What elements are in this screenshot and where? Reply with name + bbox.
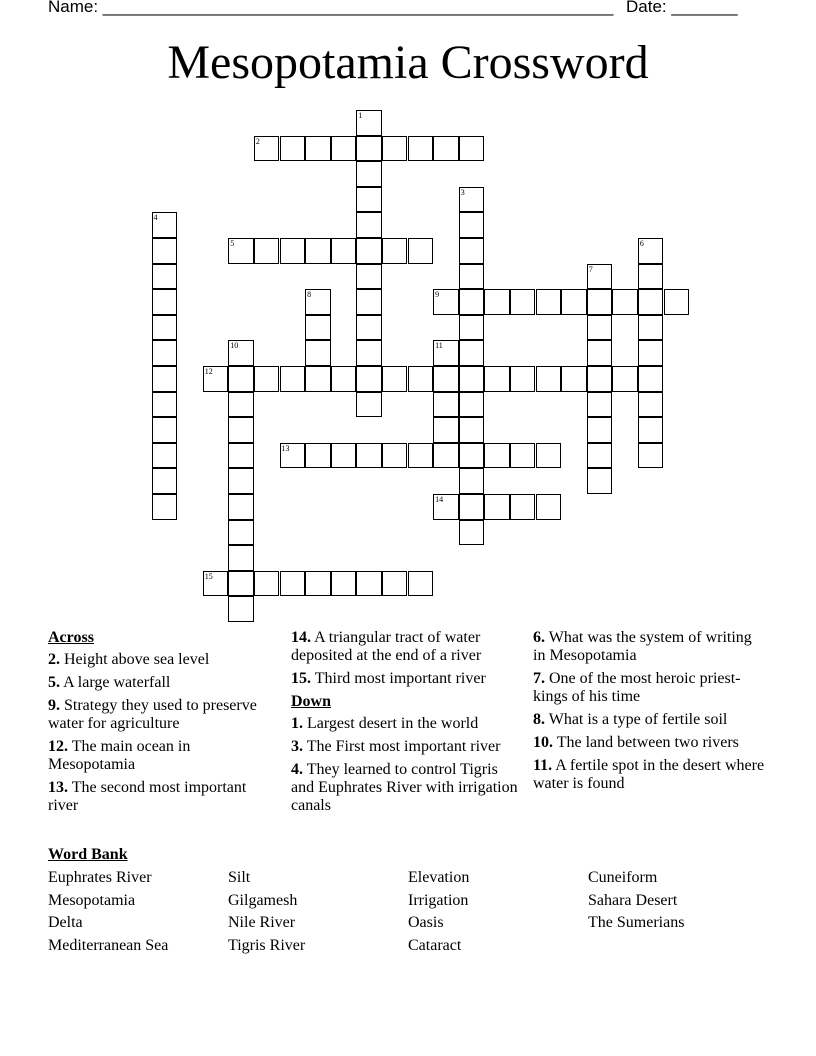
- grid-cell[interactable]: [331, 238, 357, 264]
- clues-column-3: [533, 629, 765, 798]
- grid-cell[interactable]: [152, 315, 178, 341]
- grid-cell[interactable]: [664, 289, 690, 315]
- down-title: Down: [291, 693, 332, 710]
- grid-cell[interactable]: [382, 571, 408, 597]
- clue-text: A large waterfall: [63, 674, 171, 691]
- date-field[interactable]: Date: _______: [626, 0, 738, 16]
- grid-cell[interactable]: [459, 289, 485, 315]
- clues-column-1: [48, 629, 276, 820]
- grid-cell[interactable]: [356, 289, 382, 315]
- grid-cell[interactable]: [433, 136, 459, 162]
- clue-text: What is a type of fertile soil: [548, 711, 728, 728]
- clue-number: 15.: [291, 670, 311, 687]
- grid-cell[interactable]: [561, 289, 587, 315]
- grid-cell[interactable]: [356, 187, 382, 213]
- clue-number: 4.: [291, 761, 303, 778]
- clue-number: 12.: [48, 738, 68, 755]
- grid-cell[interactable]: [536, 366, 562, 392]
- clue-down-10: [533, 734, 765, 752]
- grid-cell[interactable]: [305, 366, 331, 392]
- clue-down-11: [533, 757, 765, 793]
- grid-cell[interactable]: [331, 366, 357, 392]
- grid-cell[interactable]: [459, 238, 485, 264]
- grid-cell[interactable]: [612, 366, 638, 392]
- grid-cell[interactable]: [638, 443, 664, 469]
- grid-cell[interactable]: [254, 366, 280, 392]
- clues-column-2: [291, 629, 523, 820]
- grid-cell[interactable]: [587, 289, 613, 315]
- word-bank-item: The Sumerians: [588, 914, 685, 932]
- clue-text: Height above sea level: [64, 651, 210, 668]
- grid-cell[interactable]: [356, 212, 382, 238]
- word-bank-item: Silt: [228, 869, 251, 886]
- grid-cell[interactable]: [152, 443, 178, 469]
- grid-cell[interactable]: [536, 494, 562, 520]
- grid-cell[interactable]: [152, 289, 178, 315]
- grid-cell[interactable]: [638, 289, 664, 315]
- grid-cell[interactable]: [536, 289, 562, 315]
- clue-across-14: [291, 629, 523, 665]
- grid-cell[interactable]: [152, 468, 178, 494]
- grid-cell[interactable]: [408, 571, 434, 597]
- grid-cell[interactable]: [587, 417, 613, 443]
- clue-number-label: 6: [639, 239, 644, 248]
- grid-cell[interactable]: [433, 417, 459, 443]
- clue-number: 2.: [48, 651, 60, 668]
- clue-number-label: 14: [435, 495, 444, 504]
- word-bank-item: Delta: [48, 914, 83, 932]
- grid-cell[interactable]: [382, 136, 408, 162]
- grid-cell[interactable]: [433, 494, 459, 520]
- word-bank-item: Sahara Desert: [588, 891, 678, 909]
- grid-cell[interactable]: [280, 136, 306, 162]
- grid-cell[interactable]: [459, 315, 485, 341]
- grid-cell[interactable]: [587, 315, 613, 341]
- clue-text: A triangular tract of water deposited at the end of a river: [291, 629, 482, 664]
- grid-cell[interactable]: [228, 571, 254, 597]
- grid-cell[interactable]: [459, 520, 485, 546]
- grid-cell[interactable]: [459, 392, 485, 418]
- clue-text: They learned to control Tigris and Euphrates River with irrigation canals: [291, 761, 518, 814]
- grid-cell[interactable]: [433, 340, 459, 366]
- grid-cell[interactable]: [408, 443, 434, 469]
- grid-cell[interactable]: [612, 289, 638, 315]
- word-bank-title: Word Bank: [48, 846, 128, 863]
- clue-number-label: 3: [460, 187, 465, 197]
- clue-text: The land between two rivers: [556, 734, 739, 751]
- clue-text: The First most important river: [306, 738, 501, 755]
- grid-cell[interactable]: [305, 443, 331, 469]
- grid-cell[interactable]: [228, 443, 254, 469]
- grid-cell[interactable]: [408, 136, 434, 162]
- grid-cell[interactable]: [587, 443, 613, 469]
- grid-cell[interactable]: [228, 417, 254, 443]
- grid-cell[interactable]: [433, 366, 459, 392]
- word-bank-item: Cataract: [408, 937, 462, 955]
- grid-cell[interactable]: [587, 264, 613, 290]
- clue-down-7: [533, 670, 765, 706]
- grid-cell[interactable]: [228, 340, 254, 366]
- page-title: Mesopotamia Crossword: [167, 36, 649, 89]
- clue-text: A fertile spot in the desert where water is found: [533, 757, 765, 792]
- grid-cell[interactable]: [280, 443, 306, 469]
- grid-cell[interactable]: [536, 443, 562, 469]
- grid-cell[interactable]: [254, 238, 280, 264]
- clue-down-4: [291, 761, 523, 815]
- grid-cell[interactable]: [152, 340, 178, 366]
- grid-cell[interactable]: [228, 596, 254, 622]
- grid-cell[interactable]: [152, 264, 178, 290]
- grid-cell[interactable]: [638, 238, 664, 264]
- clue-across-12: [48, 738, 276, 774]
- grid-cell[interactable]: [408, 238, 434, 264]
- clue-down-3: [291, 738, 523, 756]
- grid-cell[interactable]: [356, 340, 382, 366]
- clue-text: Strategy they used to preserve water for agriculture: [48, 697, 257, 732]
- grid-cell[interactable]: [356, 392, 382, 418]
- clue-number-label: 7: [588, 264, 593, 274]
- grid-cell[interactable]: [152, 417, 178, 443]
- grid-cell[interactable]: [331, 136, 357, 162]
- grid-cell[interactable]: [228, 545, 254, 571]
- grid-cell[interactable]: [331, 571, 357, 597]
- grid-cell[interactable]: [305, 136, 331, 162]
- grid-cell[interactable]: [459, 366, 485, 392]
- grid-cell[interactable]: [152, 392, 178, 418]
- grid-cell[interactable]: [228, 520, 254, 546]
- word-bank-item: Oasis: [408, 914, 444, 932]
- across-title: Across: [48, 629, 94, 646]
- clue-number-label: 5: [230, 239, 235, 248]
- clue-number: 8.: [533, 711, 545, 728]
- clue-number-label: 10: [230, 341, 239, 351]
- word-bank-item: Tigris River: [228, 937, 306, 955]
- word-bank-item: Mesopotamia: [48, 891, 136, 909]
- grid-cell[interactable]: [228, 238, 254, 264]
- grid-cell[interactable]: [280, 366, 306, 392]
- word-bank-item: Cuneiform: [588, 869, 658, 886]
- clue-across-13: [48, 779, 276, 815]
- clue-number-label: 15: [204, 571, 213, 581]
- word-bank-item: Nile River: [228, 914, 296, 932]
- clue-text: The second most important river: [48, 779, 247, 814]
- clue-across-5: [48, 674, 276, 692]
- grid-cell[interactable]: [433, 443, 459, 469]
- grid-cell[interactable]: [152, 212, 178, 238]
- grid-cell[interactable]: [459, 417, 485, 443]
- clue-number: 13.: [48, 779, 68, 796]
- grid-cell[interactable]: [459, 187, 485, 213]
- clue-number: 6.: [533, 629, 545, 646]
- clue-number-label: 9: [435, 290, 440, 300]
- grid-cell[interactable]: [356, 136, 382, 162]
- grid-cell[interactable]: [356, 161, 382, 187]
- clue-text: One of the most heroic priest-kings of his time: [533, 670, 741, 705]
- word-bank-item: Mediterranean Sea: [48, 937, 169, 955]
- grid-cell[interactable]: [305, 340, 331, 366]
- grid-cell[interactable]: [459, 136, 485, 162]
- clue-number: 14.: [291, 629, 311, 646]
- header: [48, 0, 748, 19]
- grid-cell[interactable]: [484, 443, 510, 469]
- grid-cell[interactable]: [228, 392, 254, 418]
- grid-cell[interactable]: [356, 110, 382, 136]
- word-bank-item: Irrigation: [408, 891, 469, 909]
- clue-number: 11.: [533, 757, 553, 774]
- grid-cell[interactable]: [587, 340, 613, 366]
- word-bank-item: Euphrates River: [48, 869, 152, 886]
- grid-cell[interactable]: [152, 366, 178, 392]
- clue-number: 10.: [533, 734, 553, 751]
- grid-cell[interactable]: [638, 417, 664, 443]
- grid-cell[interactable]: [254, 136, 280, 162]
- clue-number-label: 2: [255, 136, 260, 146]
- grid-cell[interactable]: [152, 494, 178, 520]
- grid-cell[interactable]: [305, 238, 331, 264]
- clue-number: 5.: [48, 674, 60, 691]
- word-bank-item: Gilgamesh: [228, 891, 298, 909]
- grid-cell[interactable]: [356, 571, 382, 597]
- clue-number-label: 12: [204, 367, 213, 376]
- clue-down-8: [533, 711, 765, 729]
- clue-text: Largest desert in the world: [307, 715, 479, 732]
- grid-cell[interactable]: [356, 443, 382, 469]
- grid-cell[interactable]: [382, 238, 408, 264]
- grid-cell[interactable]: [203, 366, 229, 392]
- grid-cell[interactable]: [587, 468, 613, 494]
- grid-cell[interactable]: [280, 571, 306, 597]
- grid-cell[interactable]: [459, 264, 485, 290]
- grid-cell[interactable]: [638, 340, 664, 366]
- clue-number: 9.: [48, 697, 60, 714]
- clue-across-9: [48, 697, 276, 733]
- grid-cell[interactable]: [510, 366, 536, 392]
- grid-cell[interactable]: [203, 571, 229, 597]
- clue-down-6: [533, 629, 765, 665]
- grid-cell[interactable]: [408, 366, 434, 392]
- grid-cell[interactable]: [382, 366, 408, 392]
- grid-cell[interactable]: [638, 315, 664, 341]
- grid-cell[interactable]: [331, 443, 357, 469]
- grid-cell[interactable]: [382, 443, 408, 469]
- grid-cell[interactable]: [356, 315, 382, 341]
- grid-cell[interactable]: [510, 289, 536, 315]
- grid-cell[interactable]: [459, 340, 485, 366]
- grid-cell[interactable]: [484, 494, 510, 520]
- grid-cell[interactable]: [433, 289, 459, 315]
- grid-cell[interactable]: [587, 392, 613, 418]
- grid-cell[interactable]: [638, 264, 664, 290]
- grid-cell[interactable]: [459, 468, 485, 494]
- grid-cell[interactable]: [638, 366, 664, 392]
- clue-across-15: [291, 670, 523, 688]
- grid-cell[interactable]: [228, 494, 254, 520]
- clue-text: Third most important river: [314, 670, 486, 687]
- clue-number-label: 11: [435, 341, 443, 351]
- grid-cell[interactable]: [228, 366, 254, 392]
- clue-number-label: 4: [153, 213, 158, 223]
- clue-number-label: 13: [281, 443, 290, 453]
- clue-text: What was the system of writing in Mesopotamia: [533, 629, 752, 664]
- grid-cell[interactable]: [510, 443, 536, 469]
- grid-cell[interactable]: [510, 494, 536, 520]
- grid-cell[interactable]: [356, 238, 382, 264]
- grid-cell[interactable]: [254, 571, 280, 597]
- name-field[interactable]: Name: ______________________________________________________: [48, 0, 614, 16]
- clue-text: The main ocean in Mesopotamia: [48, 738, 191, 773]
- grid-cell[interactable]: [152, 238, 178, 264]
- grid-cell[interactable]: [280, 238, 306, 264]
- grid-cell[interactable]: [638, 392, 664, 418]
- grid-cell[interactable]: [356, 366, 382, 392]
- grid-cell[interactable]: [561, 366, 587, 392]
- grid-cell[interactable]: [484, 289, 510, 315]
- clue-number: 3.: [291, 738, 303, 755]
- clue-number: 7.: [533, 670, 545, 687]
- grid-cell[interactable]: [459, 212, 485, 238]
- clue-across-2: [48, 651, 276, 669]
- grid-cell[interactable]: [459, 494, 485, 520]
- grid-cell[interactable]: [433, 392, 459, 418]
- word-bank-item: Elevation: [408, 869, 470, 886]
- grid-cell[interactable]: [484, 366, 510, 392]
- grid-cell[interactable]: [228, 468, 254, 494]
- grid-cell[interactable]: [587, 366, 613, 392]
- grid-cell[interactable]: [356, 264, 382, 290]
- clue-number: 1.: [291, 715, 303, 732]
- clue-down-1: [291, 715, 523, 733]
- grid-cell[interactable]: [305, 289, 331, 315]
- clue-number-label: 1: [358, 111, 363, 120]
- grid-cell[interactable]: [305, 315, 331, 341]
- grid-cell[interactable]: [305, 571, 331, 597]
- grid-cell[interactable]: [459, 443, 485, 469]
- clue-number-label: 8: [307, 290, 312, 300]
